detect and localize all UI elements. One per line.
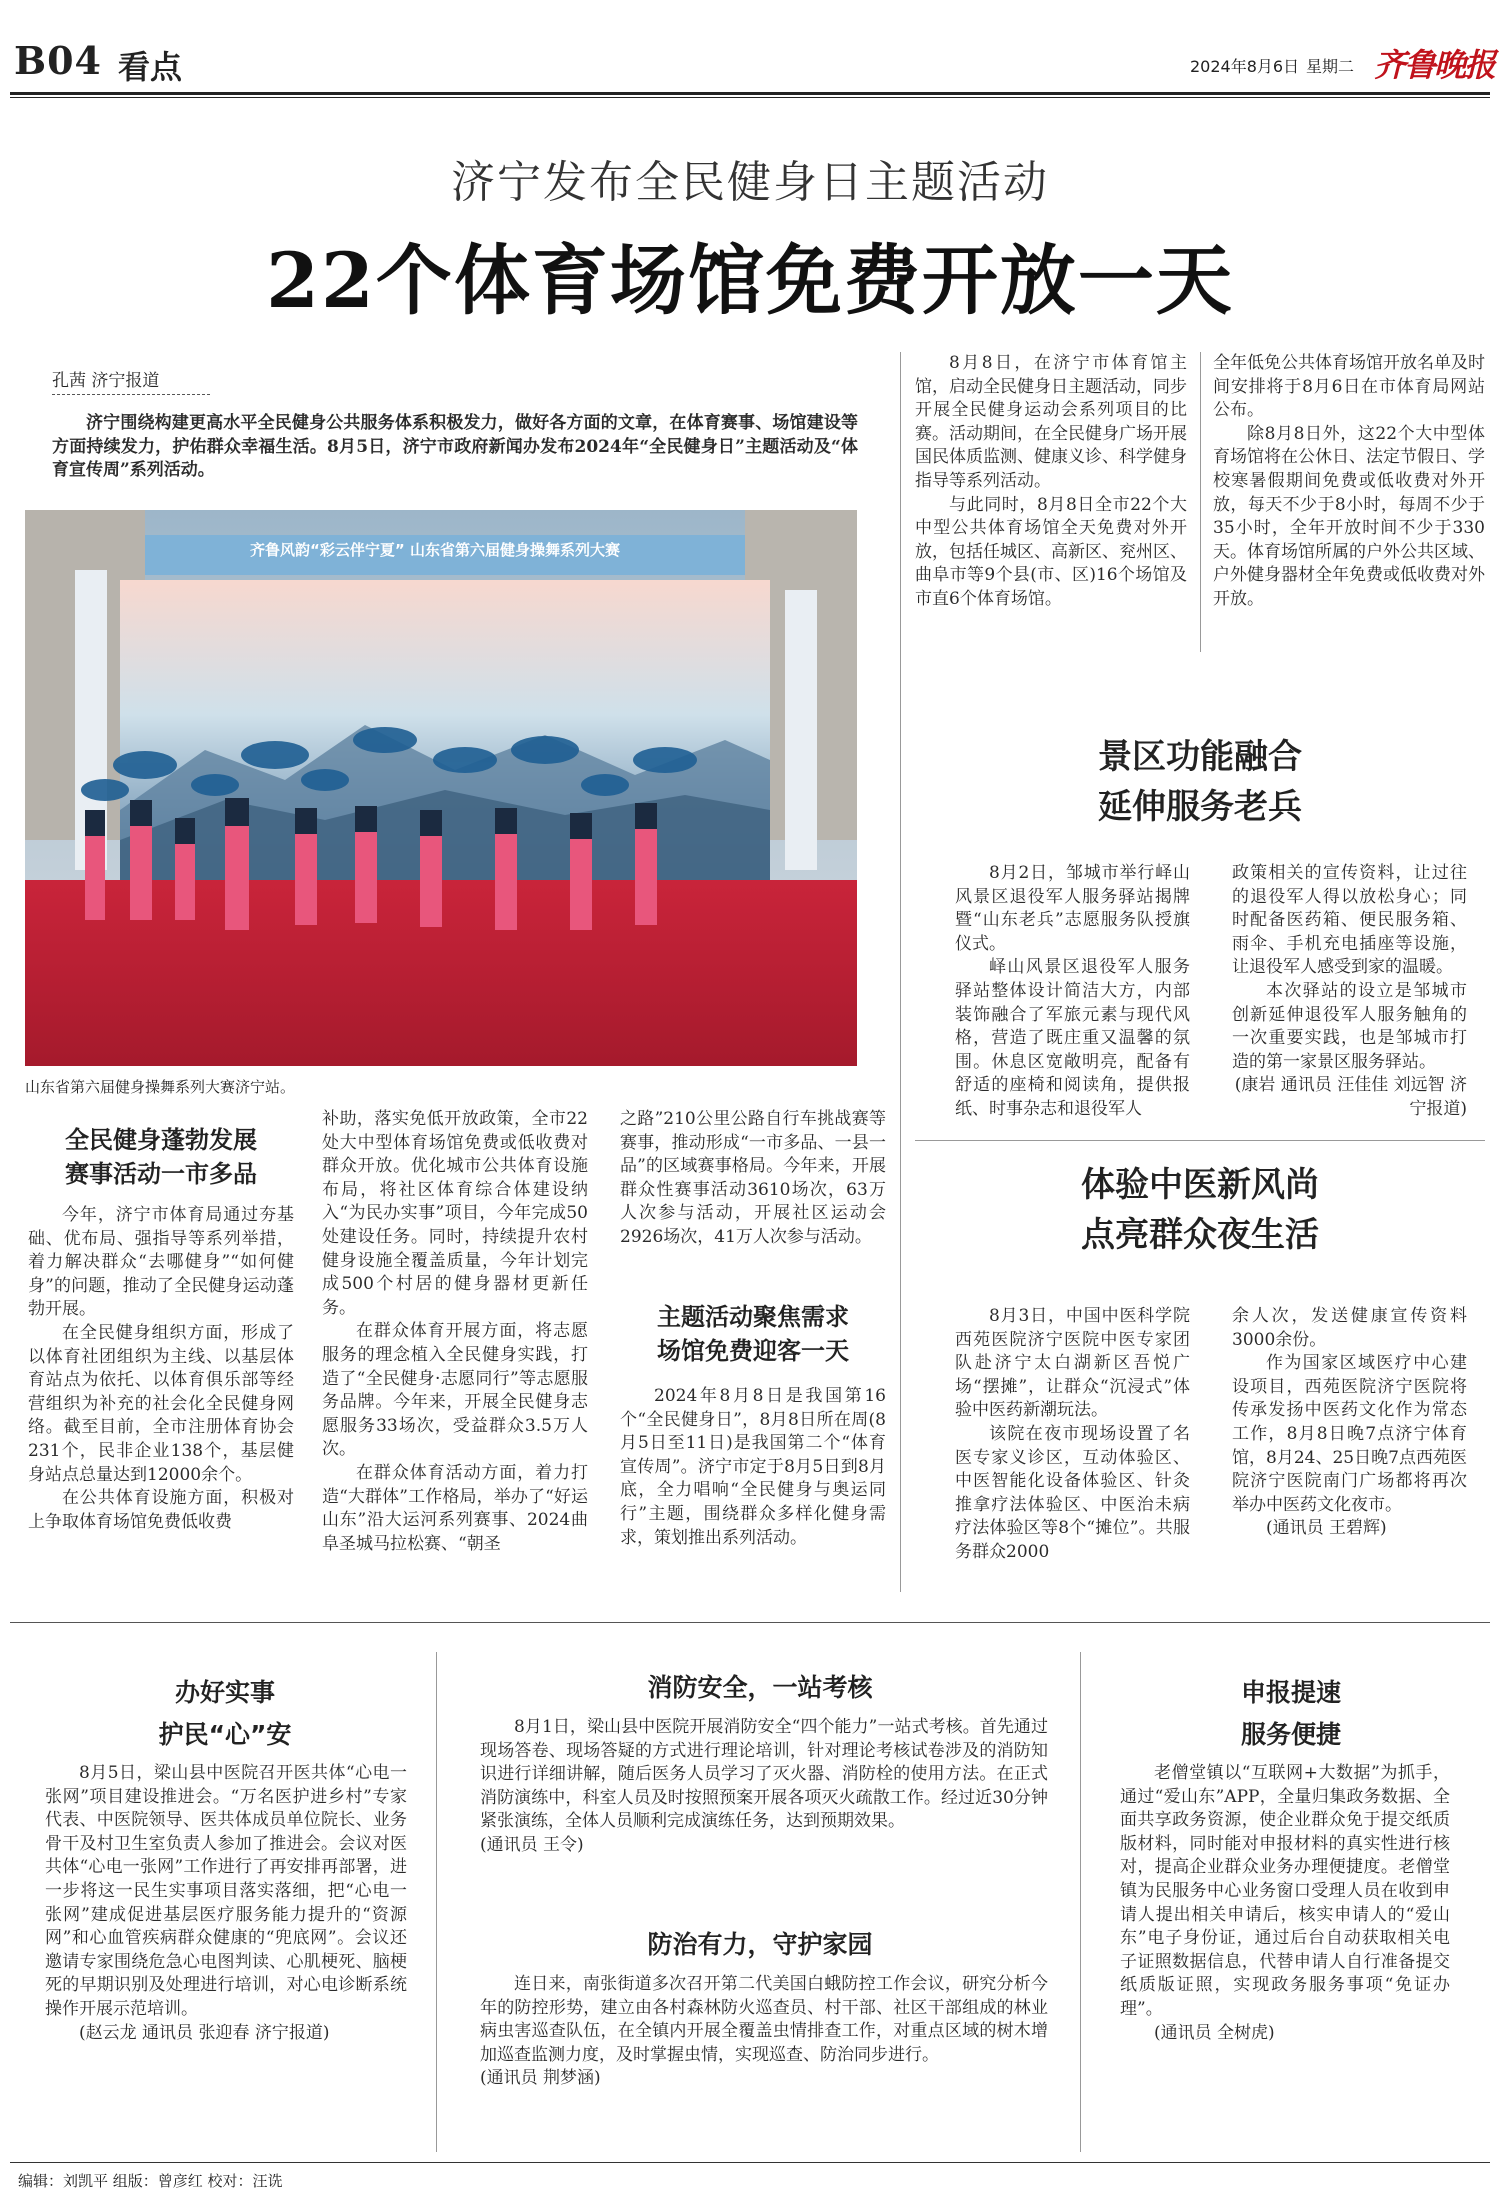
headline-line: 延伸服务老兵	[1098, 787, 1302, 827]
sub1-para: 补助，落实免低开放政策，全市22处大中型体育场馆免费或低收费对群众开放。优化城市公共体育设施布局，将社区体育综合体建设纳入“为民办实事”项目，今年完成50处建设任务。同时，持续提升农村健身设施全覆盖质量，今年计划完成500个村居的健身器材更新任务。	[322, 1109, 588, 1318]
story-para: 连日来，南张街道多次召开第二代美国白蛾防控工作会议，研究分析今年的防控形势，建立由各村森林防火巡查员、村干部、社区干部组成的林业病虫害巡查队伍，在全镇内开展全覆盖虫情排查工作，对重点区域的树木增加巡查监测力度，及时掌握虫情，实现巡查、防治同步进行。	[480, 1974, 1048, 2065]
main-headline: 22个体育场馆免费开放一天	[266, 236, 1234, 325]
column-rule	[900, 352, 901, 1592]
story-credit: (通讯员 王令)	[480, 1834, 584, 1855]
byline: 孔茜 济宁报道	[52, 371, 160, 391]
paper-logo: 齐鲁晚报	[1374, 46, 1495, 84]
story-para: 老僧堂镇以“互联网+大数据”为抓手，通过“爱山东”APP，全量归集政务数据、全面共享政务资源，使企业群众免于提交纸质版材料，同时能对申报材料的真实性进行核对，提高企业群众业务办理便捷度。老僧堂镇为民服务中心业务窗口受理人员在收到申请人提出相关申请后，核实申请人的“爱山东”电子身份证，通过后台自动获取相关电子证照数据信息，代替申请人自行准备提交纸质版证照，实现政务服务事项“免证办理”。	[1120, 1763, 1450, 2019]
story-para: 8月5日，梁山县中医院召开医共体“心电一张网”项目建设推进会。“万名医护进乡村”专家代表、中医院领导、医共体成员单位院长、业务骨干及村卫生室负责人参加了推进会。会议对医共体“心电一张网”工作进行了再安排再部署，进一步将这一民生实事项目落实落细，把“心电一张网”建成促进基层医疗服务能力提升的“资源网”和心血管疾病群众健康的“兜底网”。会议还邀请专家围绕危急心电图判读、心肌梗死、脑梗死的早期识别及处理进行培训，对心电诊断系统操作开展示范培训。	[45, 1763, 407, 2019]
story-pest-headline: 防治有力，守护家园	[647, 1930, 873, 1959]
subhead-line: 场馆免费迎客一天	[657, 1337, 849, 1365]
news-photo	[25, 510, 857, 1066]
photo-banner-text: 齐鲁风韵“彩云伴宁夏” 山东省第六届健身操舞系列大赛	[250, 541, 620, 559]
subhead-line: 赛事活动一市多品	[65, 1160, 257, 1188]
sub1-para: 今年，济宁市体育局通过夯基础、优布局、强指导等系列举措，着力解决群众“去哪健身”“如何健身”的问题，推动了全民健身运动蓬勃开展。	[28, 1205, 294, 1320]
column-rule	[1200, 352, 1201, 652]
main-para: 除8月8日外，这22个大中型体育场馆将在公休日、法定节假日、学校寒暑假期间免费或低收费对外开放，每天不少于8小时，每周不少于35小时，全年开放时间不少于330天。体育场馆所属的户外公共区域、户外健身器材全年免费或低收费对外开放。	[1213, 423, 1485, 609]
sub2-para: 2024年8月8日是我国第16个“全民健身日”，8月8日所在周(8月5日至11日)是我国第二个“体育宣传周”。济宁市定于8月5日到8月底，全力唱响“全民健身与奥运同行”主题，围绕群众多样化健身需求，策划推出系列活动。	[620, 1386, 886, 1548]
column-rule	[436, 1652, 437, 2152]
story-para: 本次驿站的设立是邹城市创新延伸退役军人服务触角的一次重要实践，也是邹城市打造的第一家景区服务驿站。	[1232, 980, 1467, 1072]
main-right-column-1	[915, 352, 1187, 612]
story-para: 8月2日，邹城市举行峄山风景区退役军人服务驿站揭牌暨“山东老兵”志愿服务队授旗仪式。	[955, 863, 1190, 954]
main-para: 与此同时，8月8日全市22个大中型公共体育场馆全天免费对外开放，包括任城区、高新区、兖州区、曲阜市等9个县(市、区)16个场馆及市直6个体育场馆。	[915, 494, 1187, 609]
story-credit: (通讯员 王碧辉)	[1266, 1518, 1387, 1539]
sub1-para: 之路”210公里公路自行车挑战赛等赛事，推动形成“一市多品、一县一品”的区域赛事格局。今年来，开展群众性赛事活动3610场次，63万人次参与活动，开展社区运动会2926场次，41万人次参与活动。	[620, 1109, 886, 1247]
story-scenic-headline	[915, 732, 1485, 832]
story-tcm-column-1	[955, 1305, 1190, 1565]
story-para: 峄山风景区退役军人服务驿站整体设计简洁大方，内部装饰融合了军旅元素与现代风格，营造了既庄重又温馨的氛围。休息区宽敞明亮，配备有舒适的座椅和阅读角，提供报纸、时事杂志和退役军人	[955, 957, 1190, 1119]
story-service-headline	[1115, 1672, 1467, 1756]
headline-line: 景区功能融合	[1098, 737, 1302, 777]
column-rule	[1080, 1652, 1081, 2152]
story-para: 8月3日，中国中医科学院西苑医院济宁医院中医专家团队赴济宁太白湖新区吾悦广场“摆摊”，让群众“沉浸式”体验中医药新潮玩法。	[955, 1306, 1190, 1421]
sub2-text	[620, 1385, 886, 1550]
story-pest-body	[480, 1973, 1048, 2091]
story-credit: (赵云龙 通讯员 张迎春 济宁报道)	[79, 2022, 330, 2043]
story-fire-headline: 消防安全，一站考核	[647, 1673, 873, 1702]
sub1-para: 在群众体育开展方面，将志愿服务的理念植入全民健身实践，打造了“全民健身·志愿同行”等志愿服务品牌。今年来，开展全民健身志愿服务33场次，受益群众3.5万人次。	[322, 1321, 588, 1460]
header-rule	[10, 92, 1490, 95]
story-para: 8月1日，梁山县中医院开展消防安全“四个能力”一站式考核。首先通过现场答卷、现场答疑的方式进行理论培训，针对理论考核试卷涉及的消防知识进行详细讲解，随后医务人员学习了灭火器、消防栓的使用方法。在正式消防演练中，科室人员及时按照预案开展各项灭火疏散工作。经过近30分钟紧张演练，全体人员顺利完成演练任务，达到预期效果。	[480, 1717, 1048, 1832]
story-service-body	[1120, 1762, 1450, 2045]
story-fire-body	[480, 1716, 1048, 1858]
kicker-headline: 济宁发布全民健身日主题活动	[451, 157, 1049, 208]
story-liangshan-headline	[90, 1672, 360, 1756]
headline-line: 点亮群众夜生活	[1081, 1215, 1319, 1255]
subhead-line: 全民健身蓬勃发展	[65, 1126, 257, 1154]
headline-line: 申报提速	[1240, 1678, 1341, 1707]
byline-divider	[52, 394, 210, 395]
story-para: 该院在夜市现场设置了名医专家义诊区，互动体验区、中医智能化设备体验区、针灸推拿疗法体验区、中医治未病疗法体验区等8个“摊位”。共服务群众2000	[955, 1423, 1190, 1562]
photo-caption: 山东省第六届健身操舞系列大赛济宁站。	[25, 1078, 296, 1096]
story-liangshan-body	[45, 1762, 407, 2045]
story-scenic-column-1	[955, 862, 1190, 1122]
story-credit: (通讯员 荆梦涵)	[480, 2068, 601, 2089]
story-para: 余人次，发送健康宣传资料3000余份。	[1232, 1306, 1467, 1350]
sub1-column-3	[620, 1108, 886, 1250]
sub1-column-2	[322, 1108, 588, 1556]
story-tcm-column-2	[1232, 1305, 1467, 1541]
main-para: 全年低免公共体育场馆开放名单及时间安排将于8月6日在市体育局网站公布。	[1213, 353, 1485, 421]
lead-paragraph	[52, 412, 858, 483]
dance-stage-illustration	[25, 510, 857, 1066]
footer-rule	[10, 2162, 1490, 2163]
story-scenic-column-2	[1232, 862, 1467, 1122]
header-rule-thin	[10, 97, 1490, 98]
sub1-para: 在群众体育活动方面，着力打造“大群体”工作格局，举办了“好运山东”沿大运河系列赛事、2024曲阜圣城马拉松赛、“朝圣	[322, 1462, 588, 1554]
sub1-para: 在全民健身组织方面，形成了以体育社团组织为主线、以基层体育站点为依托、以体育俱乐部等经营组织为补充的社会化全民健身网络。截至目前，全市注册体育协会231个，民非企业138个，基层健身站点总量达到12000余个。	[28, 1322, 294, 1485]
story-tcm-headline	[915, 1160, 1485, 1260]
story-credit: (通讯员 全树虎)	[1154, 2022, 1275, 2043]
main-right-column-2	[1213, 352, 1485, 612]
section-rule	[915, 1140, 1485, 1141]
subhead-free-venues	[620, 1300, 886, 1368]
subhead-line: 主题活动聚焦需求	[657, 1303, 849, 1331]
main-para: 8月8日，在济宁市体育馆主馆，启动全民健身日主题活动，同步开展全民健身运动会系列项目的比赛。活动期间，在全民健身广场开展国民体质监测、健康义诊、科学健身指导等系列活动。	[915, 353, 1187, 491]
page-code: B04	[14, 38, 102, 83]
headline-line: 护民“心”安	[158, 1720, 292, 1749]
sub1-column-1	[28, 1204, 294, 1534]
sub1-para: 在公共体育设施方面，积极对上争取体育场馆免费低收费	[28, 1488, 294, 1532]
section-name: 看点	[118, 48, 183, 86]
lead-text: 济宁围绕构建更高水平全民健身公共服务体系积极发力，做好各方面的文章，在体育赛事、场馆建设等方面持续发力，护佑群众幸福生活。8月5日，济宁市政府新闻办发布2024年“全民健身日”主题活动及“体育宣传周”系列活动。	[52, 413, 858, 481]
story-para: 作为国家区域医疗中心建设项目，西苑医院济宁医院将传承发扬中医药文化作为常态工作，8月8日晚7点济宁体育馆，8月24、25日晚7点西苑医院济宁医院南门广场都将再次举办中医药文化夜市。	[1232, 1353, 1467, 1515]
issue-weekday: 星期二	[1306, 57, 1355, 76]
headline-line: 服务便捷	[1240, 1720, 1341, 1749]
headline-line: 体验中医新风尚	[1081, 1165, 1319, 1205]
issue-date: 2024年8月6日	[1190, 57, 1300, 76]
footer-credits: 编辑：刘凯平 组版：曾彦红 校对：汪诜	[18, 2172, 283, 2190]
section-rule	[10, 1622, 1490, 1623]
subhead-fitness	[28, 1123, 294, 1191]
story-credit: (康岩 通讯员 汪佳佳 刘远智 济宁报道)	[1234, 1075, 1467, 1119]
story-para: 政策相关的宣传资料，让过往的退役军人得以放松身心；同时配备医药箱、便民服务箱、雨伞、手机充电插座等设施，让退役军人感受到家的温暖。	[1232, 863, 1467, 978]
headline-line: 办好实事	[174, 1678, 275, 1707]
